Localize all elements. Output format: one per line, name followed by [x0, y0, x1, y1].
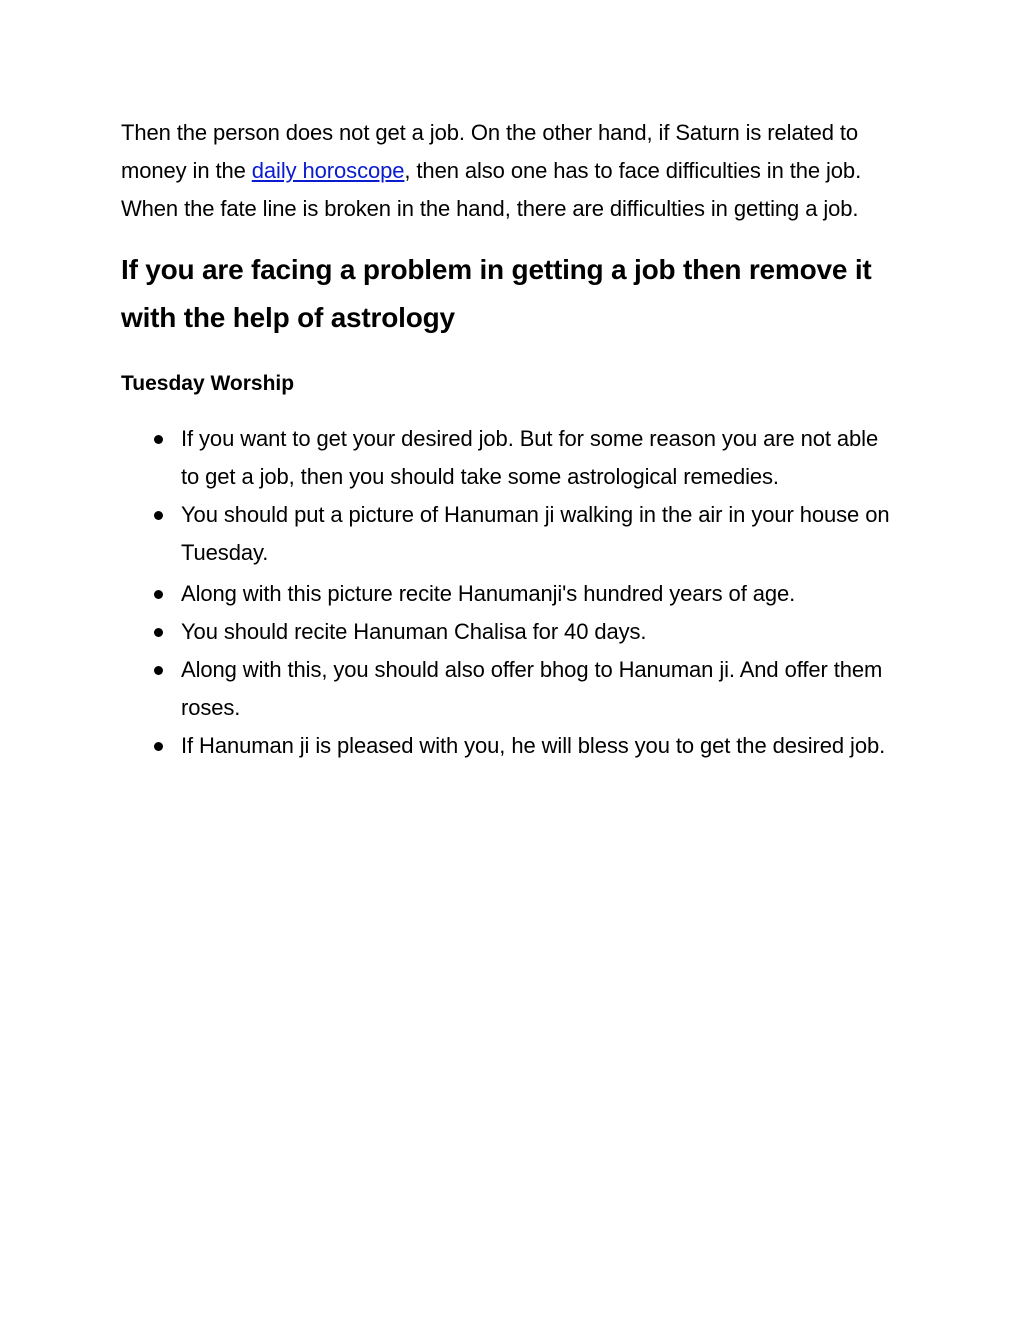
list-item-text: If Hanuman ji is pleased with you, he will bless you to get the desired job. — [181, 733, 886, 758]
list-item — [121, 613, 901, 651]
remedy-list — [121, 420, 901, 765]
document-page — [121, 114, 901, 765]
list-item-text: Along with this, you should also offer bhog to Hanuman ji. And offer them roses. — [181, 657, 883, 720]
bullet-icon — [154, 628, 163, 637]
bullet-icon — [154, 511, 163, 520]
list-item-text: If you want to get your desired job. But for some reason you are not able to get a job, then you should take some astrological remedies. — [181, 426, 879, 489]
bullet-icon — [154, 590, 163, 599]
list-item — [121, 727, 901, 765]
list-item — [121, 420, 901, 496]
intro-text-after-link: , then also one has to face difficulties in the job. When the fate line is broken in the hand, there are difficulties in getting a job. — [121, 158, 862, 221]
list-item — [121, 575, 901, 613]
section-heading: If you are facing a problem in getting a job then remove it with the help of astrology — [121, 254, 872, 333]
bullet-icon — [154, 666, 163, 675]
intro-text-before-link: Then the person does not get a job. On the other hand, if Saturn is related to money in the — [121, 120, 859, 183]
bullet-icon — [154, 742, 163, 751]
bullet-icon — [154, 435, 163, 444]
daily-horoscope-link[interactable]: daily horoscope — [251, 158, 405, 183]
list-item — [121, 651, 901, 727]
list-item-text: Along with this picture recite Hanumanji's hundred years of age. — [181, 581, 796, 606]
list-item-text: You should put a picture of Hanuman ji walking in the air in your house on Tuesday. — [181, 502, 890, 565]
list-item — [121, 496, 901, 572]
intro-paragraph — [121, 114, 901, 228]
list-item-text: You should recite Hanuman Chalisa for 40 days. — [181, 619, 647, 644]
subsection-heading: Tuesday Worship — [121, 372, 295, 395]
